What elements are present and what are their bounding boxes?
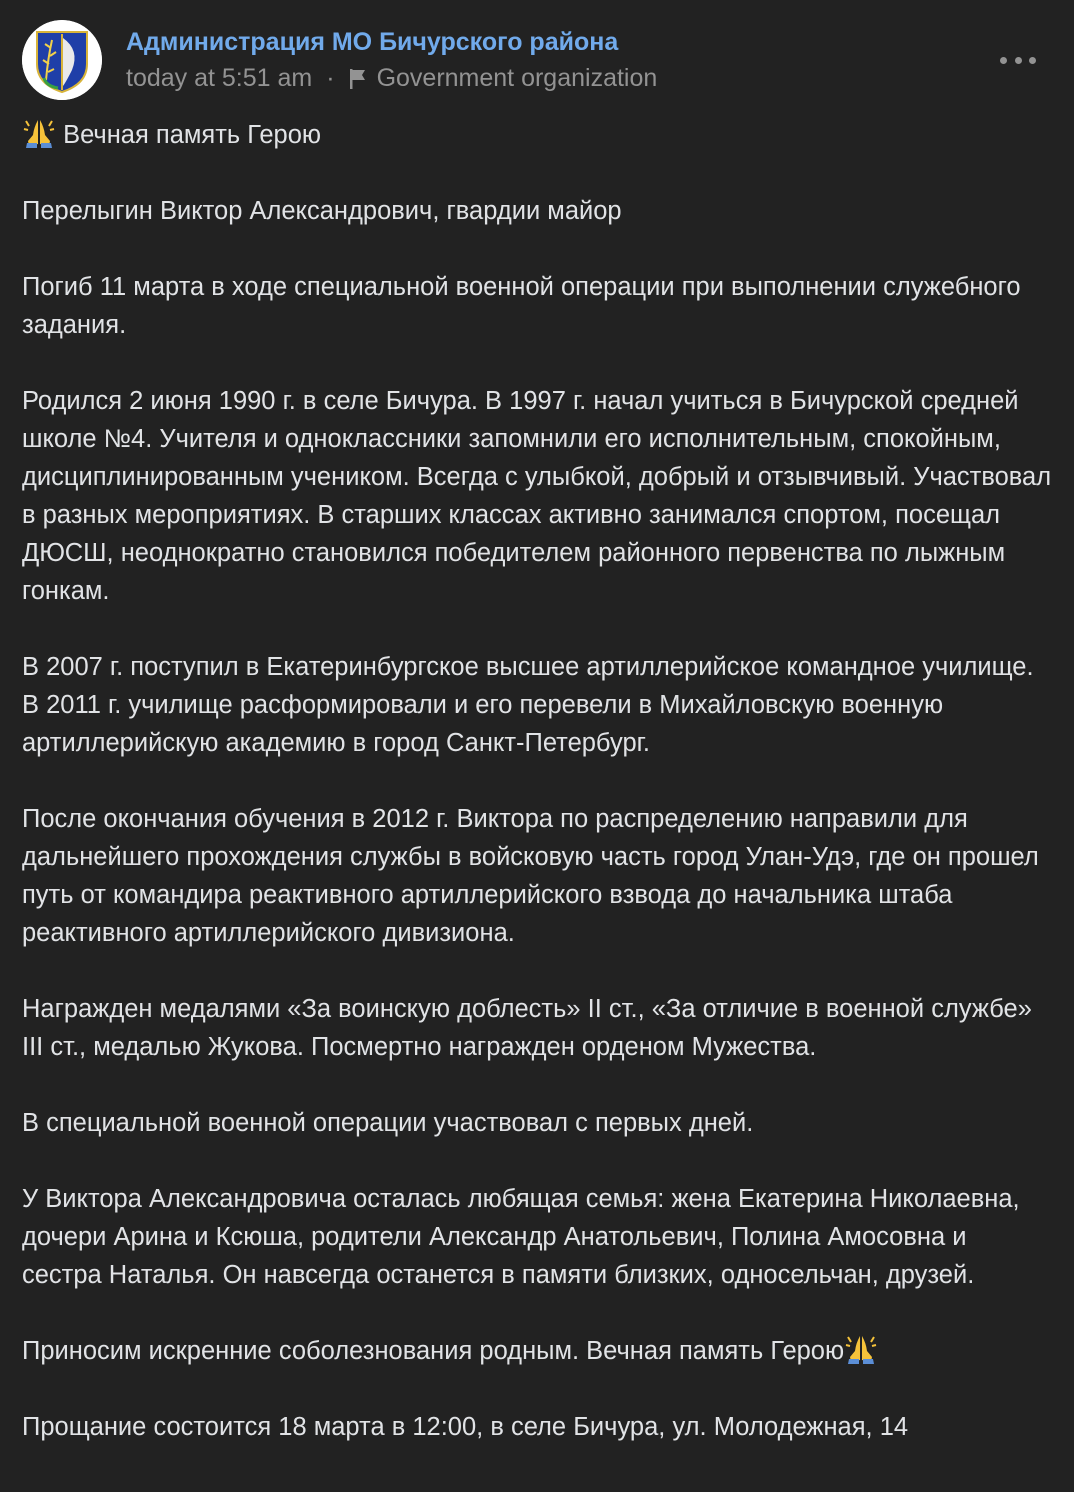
post-title <box>22 116 1052 154</box>
post-paragraph-condolences <box>22 1332 1052 1370</box>
post-paragraph: Прощание состоится 18 марта в 12:00, в селе Бичура, ул. Молодежная, 14 <box>22 1413 909 1441</box>
flag-icon <box>349 68 367 90</box>
more-dots-icon <box>1015 57 1022 64</box>
author-name-link[interactable]: Администрация МО Бичурского района <box>126 28 619 56</box>
post-paragraph: Перелыгин Виктор Александрович, гвардии майор <box>22 197 622 225</box>
post-paragraph: В 2007 г. поступил в Екатеринбургское высшее артиллерийское командное училище. В 2011 г. училище расформировали и его перевели в Михайловскую военную артиллерийскую академию в город Санкт-Петербург. <box>22 653 1034 757</box>
post-title-text: Вечная память Герою <box>63 121 322 149</box>
author-category: Government organization <box>376 64 658 92</box>
more-options-button[interactable] <box>1000 48 1036 72</box>
post-paragraph: У Виктора Александровича осталась любящая семья: жена Екатерина Николаевна, дочери Арина и Ксюша, родители Александр Анатольевич, Полина Амосовна и сестра Наталья. Он навсегда останется в памяти близких, односельчан, друзей. <box>22 1185 1020 1289</box>
praying-hands-emoji <box>22 117 56 149</box>
coat-of-arms-icon <box>22 20 102 100</box>
praying-hands-emoji <box>844 1333 878 1365</box>
avatar[interactable] <box>22 20 102 100</box>
post-paragraph: Погиб 11 марта в ходе специальной военной операции при выполнении служебного задания. <box>22 273 1021 339</box>
post-paragraph: Награжден медалями «За воинскую доблесть» II ст., «За отличие в военной службе» III ст., медалью Жукова. Посмертно награжден орденом Мужества. <box>22 995 1032 1061</box>
post-paragraph: В специальной военной операции участвовал с первых дней. <box>22 1109 754 1137</box>
condolences-text: Приносим искренние соболезнования родным. Вечная память Герою <box>22 1337 845 1365</box>
post-header <box>22 20 1052 100</box>
more-dots-icon <box>1029 57 1036 64</box>
post-paragraph: Родился 2 июня 1990 г. в селе Бичура. В 1997 г. начал учиться в Бичурской средней школе №4. Учителя и одноклассники запомнили его исполнительным, спокойным, дисциплинированным учеником. Всегда с улыбкой, добрый и отзывчивый. Участвовал в разных мероприятиях. В старших классах активно занимался спортом, посещал ДЮСШ, неоднократно становился победителем районного первенства по лыжным гонкам. <box>22 387 1052 605</box>
post-text <box>22 116 1052 1484</box>
post-meta <box>126 64 657 93</box>
post-paragraph: После окончания обучения в 2012 г. Виктора по распределению направили для дальнейшего прохождения службы в войсковую часть город Улан-Удэ, где он прошел путь от командира реактивного артиллерийского взвода до начальника штаба реактивного артиллерийского дивизиона. <box>22 805 1039 947</box>
more-dots-icon <box>1000 57 1007 64</box>
post-time[interactable]: today at 5:51 am <box>126 64 313 92</box>
meta-separator: · <box>326 64 335 92</box>
